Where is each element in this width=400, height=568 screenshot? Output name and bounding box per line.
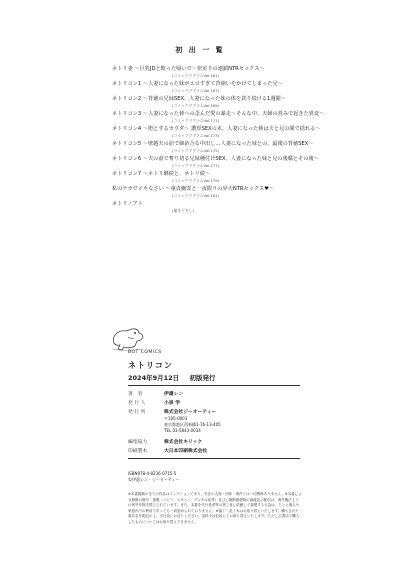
pub-date-value: 2024年9月12日: [128, 374, 180, 382]
toc-entry-source: (コミックマグナムVol.161): [172, 73, 220, 78]
publication-date: [128, 373, 223, 382]
divider-bottom: [128, 458, 300, 459]
isbn: ISBN978-4-8236-0715-5: [128, 471, 177, 476]
toc-entry-title: ネトリコン6 ～夫の前で奪り切る兄妹種付けSEX、人妻になった妹と兄の後腐とその後～: [112, 156, 319, 162]
toc-entry-title: ネトリコン5 ～壁越夫の前で締め合る中出し…人妻になった妹との、最後の背徳SEX～: [112, 141, 314, 147]
book-title: ネトリコン: [128, 361, 173, 370]
toc-entry-source: (コミックマグナムVol.169): [172, 103, 220, 108]
toc-entry-title: ネトリコン4 ～堕とするカウダ～ 濃厚SEXの末、人妻になった姉は夫と兄の間で揺れる～: [112, 126, 321, 132]
toc-entry-title: ネトリコン3 ～人妻になった姉への歪んだ愛の暴走～そんな中、夫婦の営みで起きた異変～: [112, 111, 325, 117]
toc-entry-title: ネトリノアト: [112, 201, 143, 207]
toc-entry-source: (描き下ろし): [172, 208, 194, 213]
edition-label: 初版発行: [189, 374, 216, 382]
toc-entry-source: (コミックマグナムVol.179): [172, 178, 220, 183]
toc-entry-title: 私のナカでイキなさい ～童貞幽霊と一夜限りの昇天NTRセックス♥～: [112, 186, 275, 192]
toc-entry-title: ネトリ妻 ～巨乳JDと飲った帰いで～密室りの連鎖NTRセックス～: [112, 66, 265, 72]
colophon-page: 初 出 一 覧 ネトリ妻 ～巨乳JDと飲った帰いで～密室りの連鎖NTRセックス～ (コミックマグナムVol.161) ネトリコン1 ～人妻になった妹がエロすぎて背徳いをかけてしまった兄～ (コミックマグナムVol.167) ネトリコン2 ～背徳の兄妹SEX、人妻になった妹の体を貪り続ける1週間～ (コミックマグナムVol.169) ネトリコン3 ～人妻になった姉への歪んだ愛の暴走～そんな中、夫婦の営みで起きた異変～ (コミックマグナムVol.171) ネトリコン4 ～堕とするカウダ～ 濃厚SEXの末、人妻になった姉は夫と兄の間で揺れる～ (コミックマグナムVol.173) ネトリコン5 ～壁越夫の前で締め合る中出し…人妻になった妹との、最後の背徳SEX～ (コミックマグナムVol.175) ネトリコン6 ～夫の前で奪り切る兄妹種付けSEX、人妻になった妹と兄の後腐とその後～ (コミックマグナムVol.177) ネトリコン7 ～ネトリ継続と、ネトリ続～ (コミックマグナムVol.179) 私のナカでイキなさい ～童貞幽霊と一夜限りの昇天NTRセックス♥～ (コミックマグナムVol.181) ネトリノアト (描き下ろし) BOT COMICS ネトリコン 2024年9月12日 初版発行 著 者 伊還レン 発 行 人 小泉 学 発 行 所 株式会社ジーオーティー 〒105-0003 東京都港区西新橋1-16-13-405 TEL 03-5843-0034 編集協力 株式会社キリック 印刷製本 大日本印刷株式会社 ISBN978-4-8236-0715-5 ©伊還レン・ジーオーティー ※本書掲載の全ての作品はフィクションであり、実在の人物・団体・事件とは一切関係ありません。※本書による無断の複写・複製（コピー、スキャン、デジタル化等）並びに無断複製物の譲渡及び配信は、著作権法上での例外を除き禁じられています。また、本書を代行業者等の第三者に依頼して複製する行為は、たとえ個人や家庭内での利用であっても一切認められておりません。※落丁・乱丁本はお取り替えいたします。購入された書店名を明記の上、小社宛にお送りください。送料小社負担にてお取り替えいたします。ただし古書店で購入したものについてはお取り替えできません。: [0, 0, 400, 568]
copyright: ©伊還レン・ジーオーティー: [128, 477, 180, 482]
toc-entry-source: (コミックマグナムVol.171): [172, 118, 220, 123]
toc-entry-title: ネトリコン2 ～背徳の兄妹SEX、人妻になった妹の体を貪り続ける1週間～: [112, 96, 286, 102]
mascot-illustration: [108, 319, 150, 353]
toc-entry-source: (コミックマグナムVol.173): [172, 133, 220, 138]
toc-entry-source: (コミックマグナムVol.175): [172, 148, 220, 153]
brand-label: BOT COMICS: [128, 350, 162, 355]
first-appearance-list: [112, 66, 392, 216]
toc-entry-source: (コミックマグナムVol.181): [172, 193, 220, 198]
toc-entry-title: ネトリコン1 ～人妻になった妹がエロすぎて背徳いをかけてしまった兄～: [112, 81, 283, 87]
toc-entry-title: ネトリコン7 ～ネトリ継続と、ネトリ続～: [112, 171, 211, 177]
toc-entry-source: (コミックマグナムVol.167): [172, 88, 220, 93]
first-appearance-title: 初 出 一 覧: [175, 46, 225, 54]
legal-notes: ※本書掲載の全ての作品はフィクションであり、実在の人物・団体・事件とは一切関係ありません。※本書による無断の複写・複製（コピー、スキャン、デジタル化等）並びに無断複製物の譲渡及び配信は、著作権法上での例外を除き禁じられています。また、本書を代行業者等の第三者に依頼して複製する行為は、たとえ個人や家庭内での利用であっても一切認められておりません。※落丁・乱丁本はお取り替えいたします。購入された書店名を明記の上、小社宛にお送りください。送料小社負担にてお取り替えいたします。ただし古書店で購入したものについてはお取り替えできません。: [128, 492, 302, 524]
toc-entry-source: (コミックマグナムVol.177): [172, 163, 220, 168]
divider-top: [128, 385, 300, 386]
